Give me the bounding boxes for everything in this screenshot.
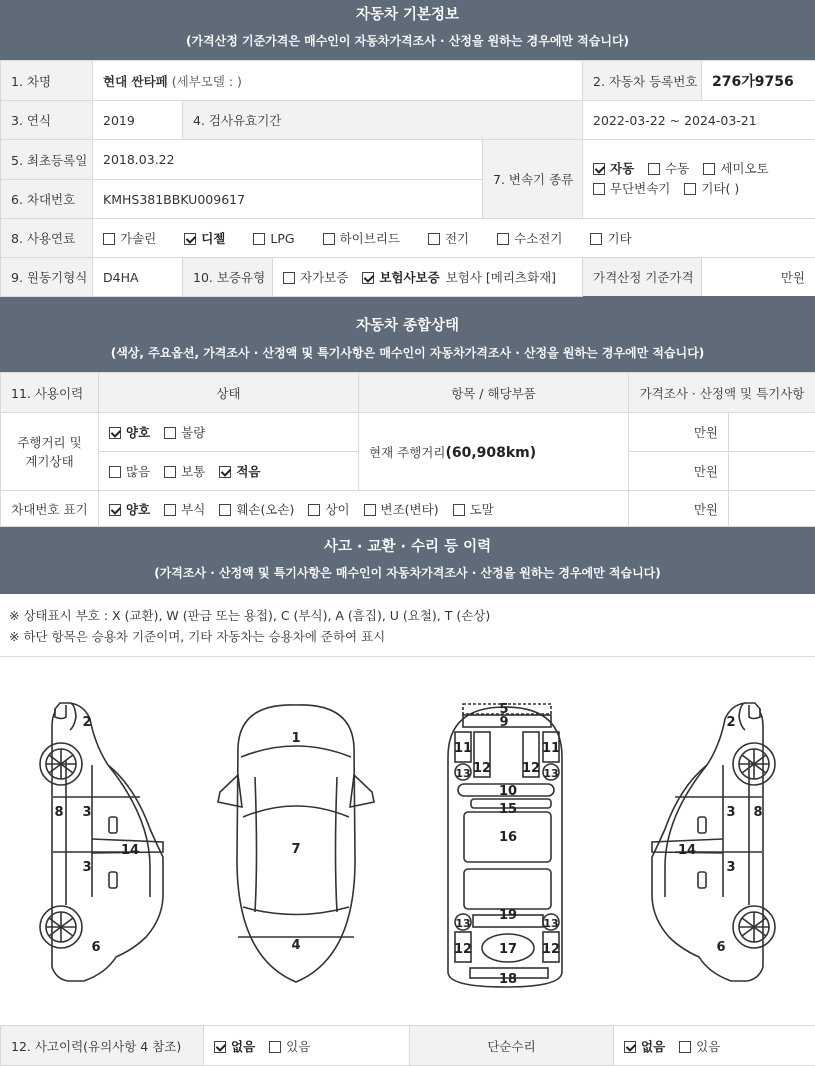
part-label: 8 — [54, 805, 63, 820]
condition-head-item: 항목 / 해당부품 — [359, 373, 629, 413]
part-label: 3 — [726, 805, 735, 820]
right-rear-wheel — [733, 906, 775, 948]
checkbox-icon — [684, 183, 696, 195]
part-label: 8 — [753, 805, 762, 820]
fuel-options — [93, 219, 815, 258]
checkbox-icon — [590, 233, 602, 245]
part-label: 11 — [454, 741, 472, 756]
checkbox-icon — [453, 504, 465, 516]
checkbox-icon — [648, 163, 660, 175]
part-label: 12 — [473, 761, 491, 776]
checkbox-icon — [253, 233, 265, 245]
checkbox-icon — [679, 1041, 691, 1053]
warranty-insurance[interactable]: 보험사보증 — [362, 268, 439, 286]
fuel-diesel[interactable]: 디젤 — [184, 229, 225, 247]
legend-note-symbols: ※ 상태표시 부호 : X (교환), W (판금 또는 용접), C (부식), A (흠집), U (요철), T (손상) — [9, 605, 806, 626]
mileage-value: (60,908km) — [445, 445, 536, 461]
part-label: 15 — [499, 802, 517, 817]
trans-manual[interactable]: 수동 — [648, 159, 689, 179]
part-label: 14 — [121, 843, 139, 858]
checkbox-icon — [164, 427, 176, 439]
part-label: 2 — [82, 715, 91, 730]
part-label: 3 — [82, 860, 91, 875]
transmission-options — [583, 140, 815, 219]
repair-yes[interactable]: 있음 — [679, 1037, 720, 1055]
mileage-note — [729, 413, 815, 452]
condition-head-row — [1, 373, 815, 413]
vin-mark-price-unit: 만원 — [629, 491, 729, 527]
part-label: 13 — [455, 767, 470, 780]
accident-history-table — [0, 1025, 815, 1066]
checkbox-icon — [593, 163, 605, 175]
repair-none[interactable]: 없음 — [624, 1037, 665, 1055]
simple-repair-label: 단순수리 — [410, 1026, 614, 1066]
part-label: 12 — [454, 942, 472, 957]
accident-history-label: 12. 사고이력(유의사항 4 참조) — [1, 1026, 204, 1066]
trans-cvt[interactable]: 무단변속기 — [593, 179, 670, 199]
legend-note-standard: ※ 하단 항목은 승용차 기준이며, 기타 자동차는 승용차에 준하여 표시 — [9, 626, 806, 647]
checkbox-icon — [362, 272, 374, 284]
checkbox-icon — [308, 504, 320, 516]
part-label: 10 — [499, 784, 517, 799]
engine-value: D4HA — [93, 258, 183, 297]
condition-head-status: 상태 — [99, 373, 359, 413]
mileage-price-unit: 만원 — [629, 413, 729, 452]
checkbox-icon — [103, 233, 115, 245]
accident-none[interactable]: 없음 — [214, 1037, 255, 1055]
basic-info-table — [0, 60, 815, 297]
vin-mark-damaged[interactable]: 훼손(오손) — [219, 500, 294, 518]
car-submodel: (세부모델 : ) — [172, 74, 242, 89]
checkbox-icon — [219, 504, 231, 516]
mileage-prefix: 현재 주행거리 — [369, 445, 445, 460]
fuel-hybrid[interactable]: 하이브리드 — [323, 229, 400, 247]
trans-other[interactable]: 기타( ) — [684, 179, 739, 199]
vin-mark-painted[interactable]: 도말 — [453, 500, 494, 518]
warranty-self[interactable]: 자가보증 — [283, 268, 348, 286]
basic-info-title: 자동차 기본정보 — [0, 3, 815, 24]
part-label: 6 — [716, 940, 725, 955]
mileage-cell — [359, 413, 629, 491]
amount-normal[interactable]: 보통 — [164, 462, 205, 480]
condition-title: 자동차 종합상태 — [0, 314, 815, 335]
part-label: 7 — [291, 842, 300, 857]
checkbox-icon — [109, 504, 121, 516]
inspection-label: 4. 검사유효기간 — [183, 101, 583, 140]
left-front-wheel — [40, 743, 82, 785]
part-label: 4 — [291, 938, 300, 953]
warranty-insurer: 보험사 [메리츠화재] — [446, 270, 556, 285]
condition-header — [0, 297, 815, 372]
engine-label: 9. 원동기형식 — [1, 258, 93, 297]
price-unit: 만원 — [702, 258, 815, 297]
checkbox-icon — [109, 466, 121, 478]
gauge-good[interactable]: 양호 — [109, 423, 150, 441]
gauge-options — [99, 413, 359, 452]
basic-info-header — [0, 0, 815, 60]
left-rear-wheel — [40, 906, 82, 948]
fuel-label: 8. 사용연료 — [1, 219, 93, 258]
checkbox-icon — [283, 272, 295, 284]
warranty-options — [273, 258, 583, 297]
inspection-value: 2022-03-22 ~ 2024-03-21 — [583, 101, 815, 140]
part-label: 17 — [499, 942, 517, 957]
vin-value: KMHS381BBKU009617 — [93, 180, 483, 219]
part-label: 1 — [291, 731, 300, 746]
car-name-value: 현대 싼타페 — [103, 74, 168, 89]
car-name-cell — [93, 61, 583, 101]
vin-mark-note — [729, 491, 815, 527]
checkbox-icon — [624, 1041, 636, 1053]
trans-semi-auto[interactable]: 세미오토 — [703, 159, 768, 179]
fuel-electric[interactable]: 전기 — [428, 229, 469, 247]
part-label: 5 — [499, 702, 508, 717]
warranty-label: 10. 보증유형 — [183, 258, 273, 297]
price-label: 가격산정 기준가격 — [583, 258, 702, 297]
fuel-gasoline[interactable]: 가솔린 — [103, 229, 156, 247]
condition-head-history: 11. 사용이력 — [1, 373, 99, 413]
amount-many[interactable]: 많음 — [109, 462, 150, 480]
reg-number-value: 276가9756 — [702, 61, 815, 101]
gauge-bad[interactable]: 불량 — [164, 423, 205, 441]
first-reg-label: 5. 최초등록일 — [1, 140, 93, 180]
car-name-label: 1. 차명 — [1, 61, 93, 101]
reg-number-label: 2. 자동차 등록번호 — [583, 61, 702, 101]
checkbox-icon — [164, 504, 176, 516]
part-label: 13 — [543, 917, 558, 930]
part-label: 19 — [499, 908, 517, 923]
condition-table — [0, 372, 815, 527]
fuel-hydrogen[interactable]: 수소전기 — [497, 229, 562, 247]
amount-options — [99, 452, 359, 491]
condition-head-price: 가격조사 · 산정액 및 특기사항 — [629, 373, 815, 413]
part-label: 14 — [678, 843, 696, 858]
year-label: 3. 연식 — [1, 101, 93, 140]
vehicle-diagram — [0, 657, 815, 1027]
basic-info-subtitle: (가격산정 기준가격은 매수인이 자동차가격조사 · 산정을 원하는 경우에만 적습니다) — [0, 32, 815, 49]
vin-mark-options — [99, 491, 629, 527]
checkbox-icon — [184, 233, 196, 245]
part-label: 13 — [455, 917, 470, 930]
accident-yes[interactable]: 있음 — [269, 1037, 310, 1055]
transmission-label: 7. 변속기 종류 — [483, 140, 583, 219]
checkbox-icon — [497, 233, 509, 245]
checkbox-icon — [214, 1041, 226, 1053]
fuel-lpg[interactable]: LPG — [253, 231, 294, 246]
checkbox-icon — [269, 1041, 281, 1053]
first-reg-value: 2018.03.22 — [93, 140, 483, 180]
accident-header — [0, 527, 815, 594]
amount-few[interactable]: 적음 — [219, 462, 260, 480]
part-label: 16 — [499, 830, 517, 845]
vin-label: 6. 차대번호 — [1, 180, 93, 219]
amount-price-unit: 만원 — [629, 452, 729, 491]
amount-note — [729, 452, 815, 491]
vin-mark-different[interactable]: 상이 — [308, 500, 349, 518]
accident-subtitle: (가격조사 · 산정액 및 특기사항은 매수인이 자동차가격조사 · 산정을 원하는 경우에만 적습니다) — [0, 564, 815, 581]
vin-mark-altered[interactable]: 변조(변타) — [364, 500, 439, 518]
checkbox-icon — [593, 183, 605, 195]
year-value: 2019 — [93, 101, 183, 140]
part-label: 3 — [82, 805, 91, 820]
part-label: 3 — [726, 860, 735, 875]
fuel-other[interactable]: 기타 — [590, 229, 631, 247]
checkbox-icon — [428, 233, 440, 245]
checkbox-icon — [109, 427, 121, 439]
part-labels — [54, 702, 762, 987]
trans-auto[interactable]: 자동 — [593, 159, 634, 179]
vin-mark-good[interactable]: 양호 — [109, 500, 150, 518]
legend-notes — [0, 594, 815, 656]
checkbox-icon — [323, 233, 335, 245]
part-label: 13 — [543, 767, 558, 780]
part-label: 6 — [91, 940, 100, 955]
accident-title: 사고 · 교환 · 수리 등 이력 — [0, 535, 815, 556]
checkbox-icon — [219, 466, 231, 478]
checkbox-icon — [164, 466, 176, 478]
part-label: 11 — [542, 741, 560, 756]
right-front-wheel — [733, 743, 775, 785]
part-label: 2 — [726, 715, 735, 730]
part-label: 18 — [499, 972, 517, 987]
condition-subtitle: (색상, 주요옵션, 가격조사 · 산정액 및 특기사항은 매수인이 자동차가격조사 · 산정을 원하는 경우에만 적습니다) — [0, 344, 815, 361]
part-label: 12 — [542, 942, 560, 957]
mileage-label: 주행거리 및 계기상태 — [1, 413, 99, 491]
simple-repair-options — [614, 1026, 815, 1066]
vin-mark-corrosion[interactable]: 부식 — [164, 500, 205, 518]
vin-mark-label: 차대번호 표기 — [1, 491, 99, 527]
accident-history-options — [204, 1026, 410, 1066]
part-label: 12 — [522, 761, 540, 776]
part-label: 9 — [499, 715, 508, 730]
checkbox-icon — [364, 504, 376, 516]
checkbox-icon — [703, 163, 715, 175]
